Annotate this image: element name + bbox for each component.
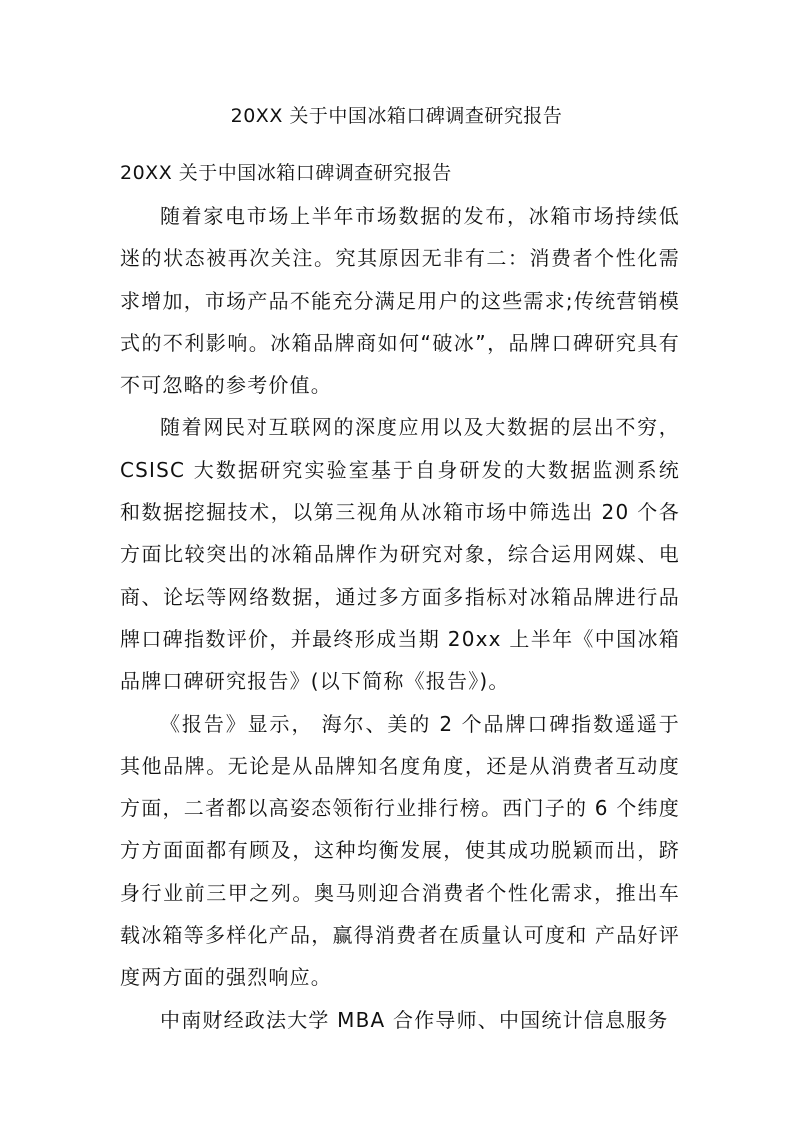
paragraph-report-findings: 《报告》显示， 海尔、美的 2 个品牌口碑指数遥遥于其他品牌。无论是从品牌知名度角度，还是从消费者互动度方面，二者都以高姿态领衔行业排行榜。西门子的 6 个纬度方方面面都有顾及，这种均衡发展，使其成功脱颖而出，跻身行业前三甲之列。奥马则迎合消费者个性化需求，推出车载冰箱等多样化产品，赢得消费者在质量认可度和 产品好评度两方面的强烈响应。 bbox=[120, 711, 680, 990]
paragraph-intro: 随着家电市场上半年市场数据的发布，冰箱市场持续低迷的状态被再次关注。究其原因无非有二：消费者个性化需求增加，市场产品不能充分满足用户的这些需求;传统营销模式的不利影响。冰箱品牌商如何“破冰”，品牌口碑研究具有不可忽略的参考价值。 bbox=[120, 204, 680, 398]
document-body bbox=[120, 155, 680, 1041]
section-heading: 20XX 关于中国冰箱口碑调查研究报告 bbox=[120, 162, 452, 184]
paragraph-research-method: 随着网民对互联网的深度应用以及大数据的层出不穷，CSISC 大数据研究实验室基于自身研发的大数据监测系统和数据挖掘技术，以第三视角从冰箱市场中筛选出 20 个各方面比较突出的冰箱品牌作为研究对象，综合运用网媒、电商、论坛等网络数据，通过多方面多指标对冰箱品牌进行品牌口碑指数评价，并最终形成当期 20xx 上半年《中国冰箱品牌口碑研究报告》(以下简称《报告》)。 bbox=[120, 415, 680, 694]
paragraph-expert-comment: 中南财经政法大学 MBA 合作导师、中国统计信息服务 bbox=[160, 1007, 669, 1032]
document-title: 20XX 关于中国冰箱口碑调查研究报告 bbox=[230, 105, 563, 127]
